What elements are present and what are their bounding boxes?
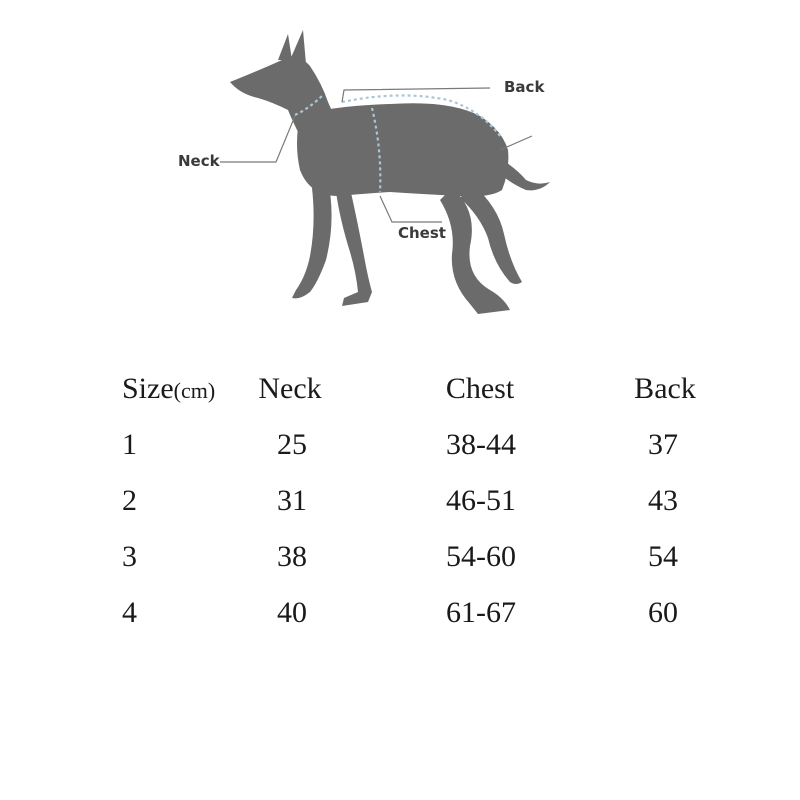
header-chest: Chest: [445, 372, 515, 405]
row-4-neck: 40: [277, 596, 307, 629]
row-3-size: 3: [122, 540, 137, 573]
back-label: Back: [504, 78, 545, 96]
row-1-chest: 38-44: [446, 428, 516, 461]
row-2-neck: 31: [277, 484, 307, 517]
row-1-size: 1: [122, 428, 137, 461]
row-3-back: 54: [648, 540, 678, 573]
header-size: [122, 374, 215, 404]
neck-label: Neck: [178, 152, 220, 170]
dog-silhouette: [230, 30, 550, 314]
dog-silhouette-svg: [160, 20, 600, 350]
row-1-back: 37: [648, 428, 678, 461]
header-back: Back: [634, 372, 696, 405]
row-4-back: 60: [648, 596, 678, 629]
header-size-text: Size: [122, 372, 174, 405]
row-2-back: 43: [648, 484, 678, 517]
row-3-neck: 38: [277, 540, 307, 573]
dog-measurement-diagram: [160, 20, 600, 350]
chest-leader-line: [380, 196, 442, 222]
neck-leader-line: [220, 116, 295, 162]
row-2-chest: 46-51: [446, 484, 516, 517]
row-2-size: 2: [122, 484, 137, 517]
row-1-neck: 25: [277, 428, 307, 461]
row-4-size: 4: [122, 596, 137, 629]
chest-label: Chest: [398, 224, 446, 242]
row-4-chest: 61-67: [446, 596, 516, 629]
row-3-chest: 54-60: [446, 540, 516, 573]
header-size-unit: (cm): [173, 378, 216, 403]
header-neck: Neck: [258, 372, 322, 405]
